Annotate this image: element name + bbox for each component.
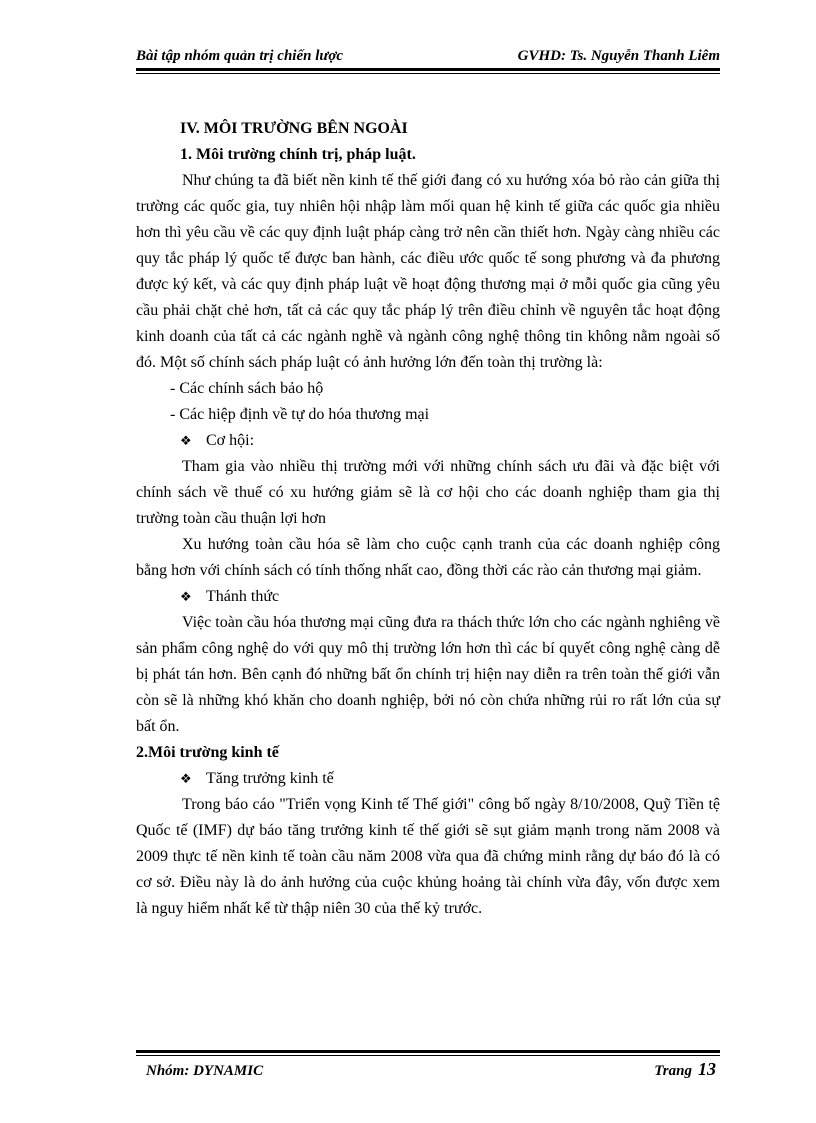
subsection-1-paragraph: Như chúng ta đã biết nền kinh tế thế giới đang có xu hướng xóa bỏ rào cản giữa thị trường các quốc gia, tuy nhiên hội nhập làm mối quan hệ kinh tế giữa các quốc gia nhiều hơn thì yêu cầu về các quy định luật pháp càng trở nên cần thiết hơn. Ngày càng nhiều các quy tắc pháp lý quốc tế được ban hành, các điều ước quốc tế song phương và đa phương được ký kết, và các quy định pháp luật về hoạt động thương mại ở mỗi quốc gia cũng yêu cầu phải chặt chẻ hơn, tất cả các quy tắc pháp lý trên điều chỉnh về nguyên tắc hoạt động kinh doanh của tất cả các ngành nghề và ngành công nghệ thông tin không nằm ngoài số đó. Một số chính sách pháp luật có ảnh hưởng lớn đến toàn thị trường là: [136,172,720,371]
diamond-bullet-icon: ❖ [180,433,192,448]
section-title: IV. MÔI TRƯỜNG BÊN NGOÀI [180,120,408,137]
diamond-bullet-icon: ❖ [180,589,192,604]
footer-group-name: Nhóm: DYNAMIC [146,1063,264,1079]
opportunity-paragraph-2: Xu hướng toàn cầu hóa sẽ làm cho cuộc cạnh tranh của các doanh nghiệp công bằng hơn với chính sách có tính thống nhất cao, đồng thời các rào cản thương mại giảm. [136,536,720,579]
subsection-2-title: 2.Môi trường kinh tế [136,744,279,761]
header-rule-thin [136,73,720,74]
opportunity-paragraph-1: Tham gia vào nhiều thị trường mới với những chính sách ưu đãi và đặc biệt với chính sách về thuế có xu hướng giảm sẽ là cơ hội cho các doanh nghiệp tham gia thị trường toàn cầu thuận lợi hơn [136,458,720,527]
opportunity-label: Cơ hội: [206,432,255,449]
page-header [136,48,720,65]
growth-paragraph: Trong báo cáo "Triển vọng Kinh tế Thế giới" công bố ngày 8/10/2008, Quỹ Tiền tệ Quốc tế (IMF) dự báo tăng trưởng kinh tế thế giới sẽ sụt giảm mạnh trong năm 2008 và 2009 thực tế nền kinh tế toàn cầu năm 2008 vừa qua đã chứng minh rằng dự báo đó là có cơ sở. Điều này là do ảnh hưởng của cuộc khủng hoảng tài chính vừa đây, vốn được xem là nguy hiểm nhất kể từ thập niên 30 của thế kỷ trước. [136,796,720,917]
opportunity-heading [136,428,720,454]
page-body [136,116,720,922]
growth-heading [136,766,720,792]
threat-label: Thánh thức [206,588,280,605]
header-rule-thick [136,68,720,71]
footer-rule-thick [136,1050,720,1053]
growth-label: Tăng trưởng kinh tế [206,770,334,787]
threat-heading [136,584,720,610]
header-course-title: Bài tập nhóm quản trị chiến lược [136,48,344,64]
footer-rule-thin [136,1055,720,1056]
threat-paragraph: Việc toàn cầu hóa thương mại cũng đưa ra thách thức lớn cho các ngành nghiêng về sản phẩm công nghệ do với quy mô thị trường lớn hơn thì các bí quyết công nghệ càng dễ bị phát tán hơn. Bên cạnh đó những bất ổn chính trị hiện nay diễn ra trên toàn thế giới vẫn còn sẽ là những khó khăn cho doanh nghiệp, bởi nó còn chứa những rủi ro rất lớn của sự bất ổn. [136,614,720,735]
footer-page-label: Trang [654,1063,692,1079]
list-item-trade-agreements: - Các hiệp định về tự do hóa thương mại [170,406,430,423]
footer-page [654,1059,716,1080]
subsection-1-title: 1. Môi trường chính trị, pháp luật. [180,146,416,163]
header-instructor: GVHD: Ts. Nguyễn Thanh Liêm [517,48,720,64]
page-footer [146,1059,716,1080]
page-number: 13 [698,1059,716,1079]
diamond-bullet-icon: ❖ [180,771,192,786]
list-item-protection-policy: - Các chính sách bảo hộ [170,380,324,397]
